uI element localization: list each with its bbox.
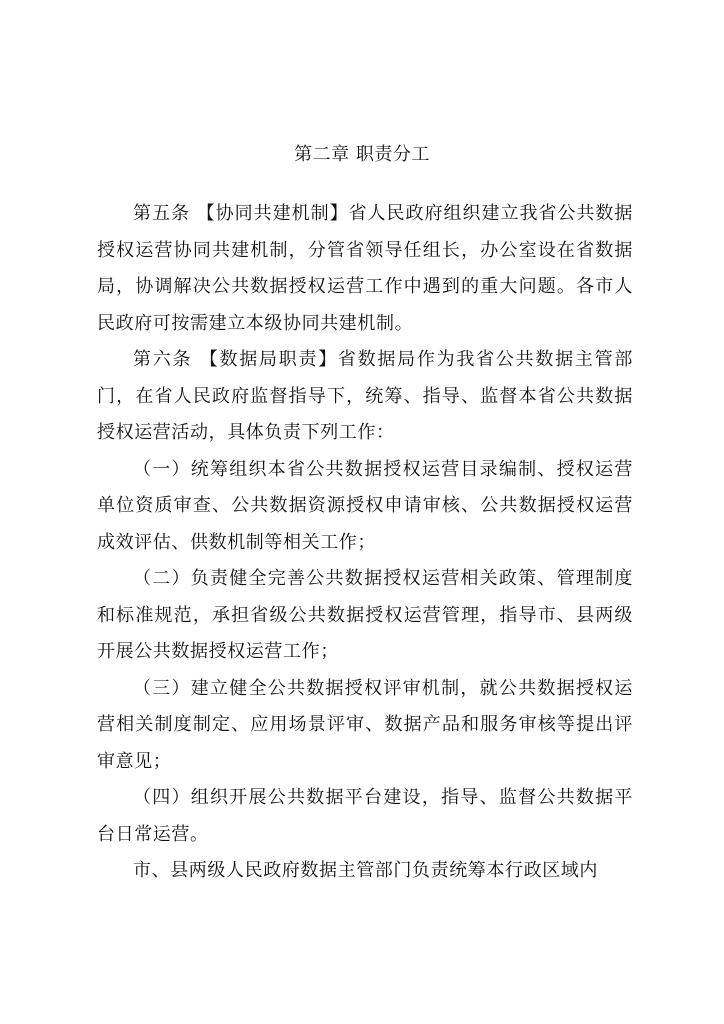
document-body xyxy=(97,196,633,890)
chapter-title: 第二章 职责分工 xyxy=(294,144,430,165)
article-6-item-2: （二）负责健全完善公共数据授权运营相关政策、管理制度和标准规范，承担省级公共数据授权运营管理，指导市、县两级开展公共数据授权运营工作； xyxy=(97,568,633,662)
article-6-item-1: （一）统筹组织本省公共数据授权运营目录编制、授权运营单位资质审查、公共数据资源授权申请审核、公共数据授权运营成效评估、供数机制等相关工作； xyxy=(97,458,633,553)
article-6-item-4: （四）组织开展公共数据平台建设，指导、监督公共数据平台日常运营。 xyxy=(97,787,633,845)
municipal-county-paragraph: 市、县两级人民政府数据主管部门负责统筹本行政区域内 xyxy=(133,860,598,881)
article-6-item-3: （三）建立健全公共数据授权评审机制，就公共数据授权运营相关制度制定、应用场景评审、数据产品和服务审核等提出评审意见； xyxy=(97,677,633,772)
article-5-paragraph: 第五条 【协同共建机制】省人民政府组织建立我省公共数据授权运营协同共建机制，分管省领导任组长，办公室设在省数据局，协调解决公共数据授权运营工作中遇到的重大问题。各市人民政府可按需建立本级协同共建机制。 xyxy=(97,203,633,334)
article-6-paragraph: 第六条 【数据局职责】省数据局作为我省公共数据主管部门，在省人民政府监督指导下，统筹、指导、监督本省公共数据授权运营活动，具体负责下列工作： xyxy=(97,349,633,443)
